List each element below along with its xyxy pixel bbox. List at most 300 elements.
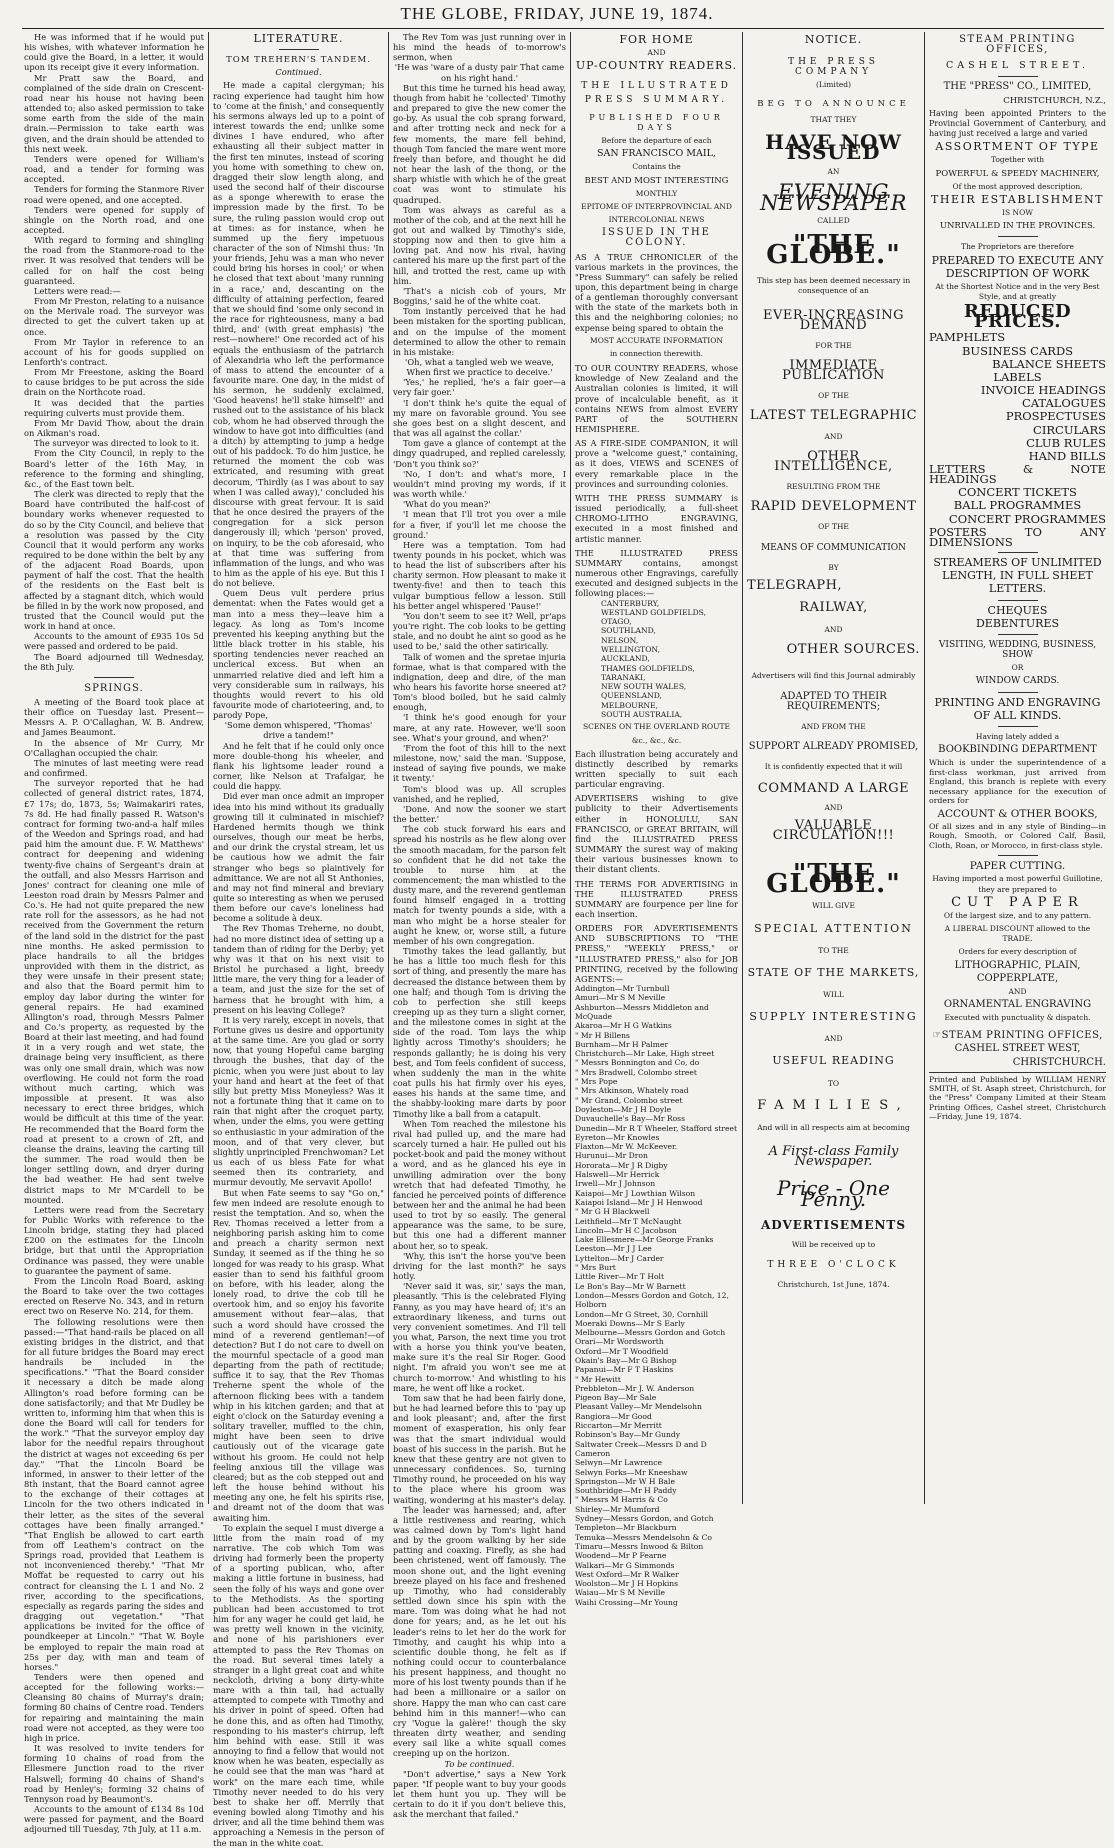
ad-text: LETTERS. [988, 582, 1047, 596]
ad-text: IMMEDIATE PUBLICATION [782, 357, 885, 384]
paragraph: Letters were read:— [34, 285, 121, 296]
ad-text: SPECIAL ATTENTION [754, 921, 913, 935]
ad-text: VALUABLE CIRCULATION!!! [772, 817, 895, 843]
agent-item: Saltwater Creek—Messrs D and D Cameron [575, 1439, 707, 1458]
paragraph: "Don't advertise," says a New York paper. "If people want to buy your goods let them hunt you up. They will be certain to do it if you don't believe this, ask the merchant that failed." [393, 1768, 566, 1820]
service-item: PAMPHLETS [929, 330, 1006, 345]
agent-item: Melbourne—Messrs Gordon and Gotch [575, 1328, 726, 1338]
paragraph: But when Fate seems to say "Go on," few men indeed are resolute enough to resist the temptation. And so, when the Rev. Thomas received a letter from a neighboring parish asking him to come and preach a charity sermon next Sunday, it seemed as if the thing he so longed for was ready to his grasp. What easier than to send his faithful groom on before, with his leader, along the lonely road, to drive the cob till he overtook him, and so enjoy his favorite amusement without fear—alas, that such a word should have crossed the mind of a reverend gentleman!—of detection? But I do not care to dwell on the mournful spectacle of a good man departing from the path of rectitude; suffice it to say, that the Rev Thomas Treherne spent the whole of the afternoon flicking bees with a tandem whip in his kitchen garden; and that at eight o'clock on the Saturday evening a solitary traveller, muffled to the chin, might have been seen to drive cautiously out of the vicarage gate without his groom. He could not help feeling anxious till the village was cleared; but as the cob stepped out and left the house behind without his meeting any one, he felt his spirits rise, and dreamt not of the doom that was awaiting him. [213, 1187, 384, 1523]
agent-item: Amuri—Mr S M Neville [575, 993, 666, 1003]
agent-item: Kaiapoi Island—Mr J H Henwood [575, 1197, 703, 1207]
ad-text: POWERFUL & SPEEDY MACHINERY, [935, 168, 1100, 179]
ad-text: WINDOW CARDS. [975, 676, 1060, 687]
ad-text: OTHER SOURCES. [786, 642, 920, 658]
ad-text: THEIR ESTABLISHMENT [931, 192, 1104, 206]
paragraph: A meeting of the Board took place at their office on Tuesday last. Present—Messrs A. P. O'Callaghan, W. B. Andrew, and James Beaumont. [24, 697, 204, 738]
board-report [24, 32, 204, 672]
agent-item: Dunedin—Mr R T Wheeler, Stafford street [575, 1123, 738, 1133]
paragraph: The surveyor reported that he had collected of general district rates, 1874, £7 17s; do, 1873, 5s; Waimakariri rates, 7s 8d. He had finally passed R. Watson's contract for forming two-and-a half miles of the Weedon and Springs road, and had paid him the amount due. F. W. Matthews' contract for deepening and widening twenty-five chains of Sergeant's drain at the outfall, and also Messrs Harrison and Jones' contract for cleaning one mile of Leeston road drain by Messrs Palmer and Co.'s. He had not quite prepared the new rate roll for the assessors, as he had not received from the Government the return of the land sold in the district for the past nine months. He asked permission to place handrails to all the bridges unprovided with them in the district, as they were unsafe in their present state; and also that the Board permit him to employ day labor during the winter for general repairs. He had examined Allington's road, through Messrs Palmer and Co.'s property, as requested by the Board at their last meeting, and had found it in a very rough and wet state, the drainage being very insufficient, as there was only one small drain, which was now overflowing. He could not form the road without much carting, which was impossible at present. It was also necessary to erect three bridges, which would be difficult at this time of the year. He recommended that the Board form the road at present to a crown of 2ft, and cleanse the drains, leaving the carting till the summer. The road would then be longer settling down, and dryer during the bad weather. He had sent twelve district maps to Mr M'Cardell to be mounted. [24, 778, 204, 1205]
ad-text: EPITOME OF INTERPROVINCIAL AND [581, 201, 732, 211]
agent-item: Woodend—Mr P Fearne [575, 1551, 667, 1561]
story-text [213, 80, 384, 1847]
separator [94, 677, 134, 678]
ad-paragraph: Each illustration being accurately and distinctly described by remarks written specially to suit each particular engraving. [575, 748, 738, 790]
agent-item: " Mrs Bradwell, Colombo street [575, 1067, 697, 1077]
ad-text: STREAMERS OF UNLIMITED [933, 556, 1102, 570]
ad-text: PAPER CUTTING. [969, 860, 1066, 873]
agent-item: Timaru—Messrs Inwood & Bilton [575, 1541, 704, 1551]
agent-item: Temuka—Messrs Mendelsohn & Co [575, 1532, 712, 1542]
ad-text: THE PRESS COMPANY [788, 57, 879, 78]
agent-item: " Messrs M Harris & Co [575, 1495, 668, 1505]
ad-text: SCENES ON THE OVERLAND ROUTE [583, 722, 730, 732]
paragraph: To explain the sequel I must diverge a little from the main road of my narrative. The cob which Tom was driving had formerly been the property of a sporting publican, who, after making a little fortune in business, had seen the folly of his ways and gone over to the Methodists. As the sporting publican had been accustomed to trot him for any wager he could get laid, he was pretty well known in the vicinity, and none of his parishioners ever attempted to pass the Rev Thomas on the road. But several times lately a stranger in a light great coat and white neckcloth, driving a bony dirty-white mare with a thin tail, had actually attempted to compete with Timothy and his driver in point of speed. Often had he done this, and as often had Timothy, responding to his master's chirrup, left him behind with ease. Still it was annoying to find a fellow that would not know when he was beaten, especially as he could see that the man was "hard at work" on the mare each time, while Timothy never needed to do his very best to shake her off. Merrily that evening bowled along Timothy and his driver, and all the time behind them was approaching a Nemesis in the person of the man in the white coat. [213, 1522, 384, 1848]
paragraph: The Rev Tom was just running over in his mind the heads of to-morrow's sermon, when [393, 32, 566, 63]
ad-text: PUBLISHED FOUR DAYS [589, 112, 724, 132]
agent-item: Flaxton—Mr W. McKeever. [575, 1142, 678, 1152]
ad-text: ISSUED IN THE COLONY. [602, 227, 711, 249]
agent-item: Halswell—Mr Herrick [575, 1170, 660, 1180]
agent-item: " Mrs Pope [575, 1077, 618, 1087]
agent-item: " Mr H Billens [575, 1030, 630, 1040]
ad-text: INTERCOLONIAL NEWS [608, 215, 705, 225]
place-item: CANTERBURY, [601, 598, 660, 608]
ad-text: EVER-INCREASING DEMAND [763, 307, 904, 333]
agent-item: Doyleston—Mr J H Doyle [575, 1104, 672, 1114]
place-item: WELLINGTON, [601, 644, 661, 654]
ad-text: USEFUL READING [772, 1054, 895, 1068]
ad-text: AND [824, 625, 843, 635]
paragraph: It was resolved to invite tenders for forming 10 chains of road from the Ellesmere Junction road to the river Halswell; forming 40 chains of Shand's road by Henley's; forming 32 chains of Tennyson road by Beaumont's. [24, 1743, 204, 1804]
agent-item: Waihi Crossing—Mr Young [575, 1597, 678, 1607]
ad-text: AND [1008, 986, 1027, 996]
ad-text: AN [827, 167, 840, 177]
ad-text: OR [1011, 663, 1024, 673]
paragraph: Here was a temptation. Tom had twenty pounds in his pocket, which was to head the list of subscribers after his charity sermon. How pleasant to make it twenty-five! and then to teach this vulgar bumptious fellow a lesson. Still his better angel whispered 'Pause!' [393, 539, 566, 611]
separator [998, 634, 1038, 635]
ad-text: WILL [823, 989, 844, 999]
paragraph: Tom was always as careful as a mother of the cob, and at the next hill he got out and walked by Timothy's side, stopping now and then to give him a loving pat. And now his rival, having cantered his mare up the first part of the hill, and trotted the rest, came up with him. [393, 204, 566, 286]
paragraph: Tom instantly perceived that he had been mistaken for the sporting publican, and on the impulse of the moment determined to allow the other to remain in his mistake: [393, 306, 566, 357]
place-item: MELBOURNE, [601, 700, 659, 710]
ad-text: FOR THE [815, 340, 852, 350]
agent-item: Eyreton—Mr Knowles [575, 1132, 660, 1142]
ad-text: RAPID DEVELOPMENT [750, 499, 917, 515]
column-6-printing-ad [929, 32, 1106, 1502]
place-item: SOUTH AUSTRALIA, [601, 710, 683, 720]
paragraph: 'From the foot of this hill to the next milestone, now,' said the man. 'Suppose, instead of saying five pounds, we make it twenty.' [393, 742, 566, 784]
ad-text: OF THE [818, 391, 849, 401]
agent-item: Le Bon's Bay—Mr W Barnett [575, 1281, 686, 1291]
service-item: INVOICE HEADINGS [980, 383, 1106, 398]
ad-text: Having lately added a [975, 731, 1060, 741]
service-item: CATALOGUES [1021, 396, 1106, 411]
separator [998, 600, 1038, 601]
agent-item: Springston—Mr W H Bale [575, 1476, 675, 1486]
ad-text: RAILWAY, [799, 600, 868, 615]
paragraph: To be continued. [444, 1758, 515, 1769]
literature-heading: LITERATURE. [253, 32, 344, 45]
ad-text: COMMAND A LARGE [757, 781, 910, 797]
service-item: CIRCULARS [1033, 422, 1106, 437]
paragraph: From the City Council, in reply to the Board's letter of the 16th May, in reference to the forming and shingling, &c., of the East town belt. [24, 448, 204, 489]
agent-item: Papanui—Mr F T Haskins [575, 1365, 674, 1375]
ad-text: FAMILIES, [757, 1097, 910, 1113]
ad-text: The Proprietors are therefore [961, 242, 1074, 252]
springs-report [24, 697, 204, 1835]
ad-title: THE ILLUSTRATED [581, 81, 732, 92]
agent-item: Hororata—Mr J R Digby [575, 1160, 668, 1170]
place-item: NELSON, [601, 635, 639, 645]
service-item: CONCERT PROGRAMMES [948, 511, 1106, 526]
paragraph: From the Lincoln Road Board, asking the Board to take over the two cottages erected on Reserve No. 343, and in return erect two on Reserve No. 214, for them. [24, 1275, 204, 1317]
ad-text: AND FROM THE [801, 721, 866, 731]
column-2 [213, 32, 384, 1848]
paragraph: 'Why, this isn't the horse you've been driving for the last month?' he says hotly. [393, 1250, 566, 1282]
paragraph: 'Oh, what a tangled web we weave, When first we practice to deceive.' [405, 357, 554, 378]
agent-item: Templeton—Mr Blackburn [575, 1523, 677, 1533]
paragraph: Tom's blood was up. All scruples vanished, and he replied, [393, 783, 566, 804]
ad-text: THE "PRESS" CO., LIMITED, [943, 81, 1092, 93]
ad-paragraph: AS A TRUE CHRONICLER of the various markets in the provinces, the "Press Summary" can safely be relied upon, this department being in charge of a gentleman thoroughly conversant with the state of the markets both in this and the neighboring colonies; no expense being spared to obtain the [575, 251, 738, 333]
agent-item: Lincoln—Mr H C Jacobson [575, 1225, 677, 1235]
agent-item: Ashburton—Messrs Middleton and McQuade [575, 1002, 709, 1021]
place-item: TARANAKI, [601, 672, 646, 682]
agent-item: Selwyn Forks—Mr Kneeshaw [575, 1467, 688, 1477]
ad-text: &c., &c., &c. [631, 735, 682, 745]
ad-text: UNRIVALLED IN THE PROVINCES. [939, 221, 1096, 232]
ad-paragraph: ADVERTISERS wishing to give publicity to their Advertisements either in HONOLULU, SAN FRANCISCO, or GREAT BRITAIN, will find the ILLUSTRATED PRESS SUMMARY the surest way of making their various businesses known to their distant clients. [575, 793, 738, 875]
paragraph: 'What do you mean?' [403, 499, 491, 510]
ad-headline: HAVE NOW ISSUED [765, 129, 902, 165]
separator [998, 692, 1038, 693]
agent-item: " Messrs Bonnington and Co, do [575, 1058, 700, 1068]
ad-text: MOST ACCURATE INFORMATION [590, 335, 723, 345]
column-divider [208, 32, 209, 1504]
place-item: OTAGO, [601, 617, 632, 627]
ad-text: TELEGRAPH, [747, 577, 843, 593]
ad-text: PREPARED TO EXECUTE ANY [931, 253, 1104, 267]
ad-text: Of the largest size, and to any pattern. [943, 910, 1092, 920]
agent-item: Kaiapoi—Mr J Lowthian Wilson [575, 1188, 696, 1198]
ad-text: ADVERTISEMENTS [760, 1217, 907, 1232]
ad-text: LATEST TELEGRAPHIC [749, 408, 918, 424]
ad-text: A First-class Family Newspaper. [768, 1144, 899, 1170]
separator [998, 76, 1038, 77]
paragraph: 'Some demon whispered, "Thomas' drive a tandem!" [224, 720, 373, 741]
paragraph: 'You don't seem to see it? Well, pr'aps you're right. The cob looks to be getting stale, and no doubt he aint so good as he used to be,' said the other satirically. [393, 610, 566, 652]
story-title: TOM TREHERN'S TANDEM. [226, 55, 371, 66]
paragraph: And he felt that if he could only once more double-thong his wheeler, and flank his lightsome leader round a corner, like Nelson at Trafalgar, he could die happy. [213, 740, 384, 792]
place-item: THAMES GOLDFIELDS, [601, 663, 695, 673]
service-item: PROSPECTUSES [1005, 409, 1106, 424]
agent-item: Prebbleton—Mr J. W. Anderson [575, 1383, 695, 1393]
ad-text: OTHER INTELLIGENCE, [774, 448, 893, 474]
paragraph: Accounts to the amount of £134 8s 10d were passed for payment, and the Board adjourned till Tuesday, 7th July, at 11 a.m. [24, 1804, 204, 1835]
ad-text: Together with [990, 155, 1045, 165]
column-1 [24, 32, 204, 1835]
paragraph: Tenders were opened for supply of shingle on the North road, and one accepted. [24, 204, 204, 235]
paragraph: When Tom reached the milestone his rival had pulled up, and the mare had scarcely turned a hair. He pulled out his pocket-book and paid the money without a word, and as he glanced his eye in unwilling admiration over the bony wretch that had defeated Timothy, he fancied he perceived points of difference between her and the animal he had been used to trot by so easily. The general appearance was the same, to be sure, but this one had a different manner about her, so to speak. [393, 1118, 566, 1251]
ad-text: BEG TO ANNOUNCE [757, 98, 910, 109]
ad-text: (Limited) [816, 80, 851, 90]
story-continuation [393, 32, 566, 1820]
ad-heading: CASHEL STREET. [945, 60, 1089, 72]
agent-item: Christchurch—Mr Lake, High street [575, 1049, 715, 1059]
agent-item: West Oxford—Mr R Walker [575, 1569, 679, 1579]
paragraph: He made a capital clergyman; his racing experience had taught him how to 'come at the finish,' and consequently his sermons always led up to a point of interest towards the end; unlike some divines I have endured, who after exhausting all their subject matter in the first ten minutes, instead of scoring you home with something to chew on, dragged their slow length along, and used the second half of their discourse as a sponge wherewith to erase the impression made by the first. To be sure, the ruling passion would crop out at times: as for instance, when he summed up the fiery impetuous character of the son of Nimshi thus: 'In your friends, Jehu was a man who never could bring his horses in cool;' or when he closed that text about 'many running in a race,' and, descanting on the difficulty of attaining perfection, feared that we should find 'some only second in the race for righteousness, many a bad third, and' (with great emphasis) 'the rest—nowhere!' One recorded act of his equals the enthusiasm of the patriarch of Alexandria who left the performance of mass to attend the encounter of a favourite mare. One day, in the midst of his sermon, he suddenly exclaimed, 'Good heavens! he'll stake himself!' and rushed out to the assistance of his black cob, whom he had observed through the window to have got into difficulties (and a ditch) by attempting to jump a hedge out of his paddock. To do him justice, he returned the moment the cob was extricated, and resuming with great decorum, 'Thirdly (as I was about to say when I was called away),' concluded his discourse with great fervour. It is said that he once desired the prayers of the congregation for a sick person dangerously ill; which 'person' proved, on inquiry, to be the cob aforesaid, who at that time was suffering from inflammation of the lungs, and who was to him as the apple of his eye. But this I do not believe. [213, 80, 384, 589]
service-item: CONCERT TICKETS [958, 485, 1077, 500]
ad-text: OF ALL KINDS. [973, 708, 1062, 722]
ad-text: ASSORTMENT OF TYPE [935, 140, 1100, 154]
column-divider [742, 32, 743, 1504]
ad-text: AND [824, 431, 843, 441]
ad-text: AND [647, 48, 666, 58]
service-item: CLUB RULES [1026, 435, 1106, 450]
paragraph: The Board adjourned till Wednesday, the 8th July. [24, 651, 204, 672]
service-item: LABELS [993, 369, 1042, 384]
ad-text: AND [824, 802, 843, 812]
ad-title: PRESS SUMMARY. [584, 94, 729, 105]
ad-text: SUPPLY INTERESTING [749, 1010, 918, 1024]
ad-paragraph: Which is under the superintendence of a first-class workman, just arrived from England, this branch is replete with every necessary appliance for the execution of orders for [929, 758, 1106, 806]
ad-text: MEANS OF COMMUNICATION [760, 542, 907, 553]
agent-item: Pleasant Valley—Mr Mendelsohn [575, 1402, 702, 1412]
paragraph: Tom saw that he had been fairly done, but he had learned before this to 'pay up and look pleasant'; and, after the first moment of exasperation, his only fear was that the smart individual would boast of his success in the parish. But he knew that these gentry are not given to unnecessary confidences. So, turning Timothy round, he proceeded on his way to the place where his groom was waiting, wondering at his master's delay. [393, 1392, 566, 1505]
paragraph: But this time he turned his head away, though from habit he 'collected' Timothy and prepared to give the new comer the go-by. As usual the cob sprang forward, and after trotting neck and neck for a few moments, the mare fell behind, though Tom fancied the mare went more freely than before, and thought he did not hear the lash of the thong, or the sharp whistle with which he of the great coat was wont to stimulate his quadruped. [393, 82, 566, 205]
ad-text: CHRISTCHURCH. [1012, 1056, 1106, 1068]
services-list [929, 332, 1106, 547]
ad-heading: UP-COUNTRY READERS. [575, 59, 738, 73]
paragraph: The surveyor was directed to look to it. [34, 438, 200, 449]
ad-text: BOOKBINDING DEPARTMENT [938, 743, 1097, 755]
ad-text: DESCRIPTION OF WORK [945, 266, 1090, 280]
paragraph: Tenders were then opened and accepted for the following works:—Cleansing 80 chains of Murray's drain; forming 80 chains of Centre road. Tenders for repairing and maintaining the main road were not accepted, as they were too high in price. [24, 1672, 204, 1743]
agent-item: Addington—Mr Turnbull [575, 984, 670, 994]
ad-paragraph: THE ILLUSTRATED PRESS SUMMARY contains, amongst numerous other Engravings, carefully executed and designed subjects in the following places:— [575, 547, 738, 599]
agent-item: Selwyn—Mr Lawrence [575, 1458, 663, 1468]
ad-text: It is confidently expected that it will [764, 762, 903, 772]
ad-text: Advertisers will find this Journal admirably [751, 671, 916, 681]
service-item: HAND BILLS [1028, 448, 1106, 463]
service-item: BALANCE SHEETS [992, 356, 1106, 371]
agent-item: Leithfield—Mr T McNaught [575, 1216, 682, 1226]
ad-text: At the Shortest Notice and in the very Best Style, and at greatly [935, 281, 1100, 301]
paragraph: 'Done. And now the sooner we start the better.' [393, 803, 566, 825]
paragraph: From Mr Freestone, asking the Board to cause bridges to be put across the side drain on the Northcote road. [24, 367, 204, 398]
column-4-press-summary-ad [575, 32, 738, 1607]
paragraph: From Mr David Thow, about the drain on Aikman's road. [24, 417, 204, 439]
ad-text: TO [827, 1078, 840, 1088]
agent-item: Riccarton—Mr Merritt [575, 1421, 662, 1431]
ad-paragraph: WITH THE PRESS SUMMARY is issued periodically, a full-sheet CHROMO-LITHO ENGRAVING, executed in a most finished and artistic manner. [575, 492, 738, 544]
place-item: QUEENSLAND, [601, 691, 662, 701]
paragraph: Did ever man once admit an improper idea into his mind without its gradually growing till it culminated in mischief? Hardened hermits though we think ourselves, though our meat be herbs, and our drink the crystal stream, let us be cautious how we admit the fair stranger who begs so plaintively for admittance. We are not all St Anthonies, and may not find mineral and breviary quite so interesting as when we perused them before our cave's loneliness had become a solitude à deux. [213, 791, 384, 924]
paragraph: Tom gave a glance of contempt at the dingy quadruped, and replied carelessly, 'Don't you think so?' [393, 438, 566, 469]
paragraph: The Rev Thomas Treherne, no doubt, had no more distinct idea of setting up a tandem than of riding for the Derby; yet why was it that on his next visit to Bristol he purchased a light, breedy little mare, the very thing for a leader of a team, and just the size for the set of harness that he brought with him, a present on his leaving College? [213, 923, 384, 1015]
agent-item: Moeraki Downs—Mr S Early [575, 1318, 685, 1328]
column-5-globe-notice [747, 32, 920, 1502]
separator [998, 552, 1038, 553]
ad-text: CHEQUES [987, 603, 1048, 617]
notice-heading: NOTICE. [804, 33, 863, 46]
service-item: BALL PROGRAMMES [953, 498, 1082, 513]
agent-item: Okain's Bay—Mr G Bishop [575, 1355, 677, 1365]
ad-text: IS NOW [1002, 208, 1033, 218]
paragraph: It was decided that the parties requiring culverts must provide them. [24, 397, 204, 418]
paragraph: 'I think he's good enough for your mare, at any rate. However, we'll soon see. What's your ground, and when?' [393, 712, 566, 743]
paragraph: The clerk was directed to reply that the Board have contributed the half-cost of boundary works whenever requested to do so by the City Council, and believe that a resolution was passed by the City Council that it would perform any works required to be done within the belt by any of the adjacent Road Boards, upon payment of half the cost. That the health of the residents on the East belt is affected by a stagnant ditch, which would be filled in by the work now proposed, and trusted that the Council would put the work in hand at once. [24, 489, 204, 632]
paragraph: From Mr Taylor in reference to an account of his for goods supplied on Lenforth's contract. [24, 336, 204, 367]
ad-text: BEST AND MOST INTERESTING [584, 175, 729, 186]
ad-text: RESULTING FROM THE [786, 482, 881, 492]
service-item: LETTERS & NOTE HEADINGS [929, 462, 1106, 487]
agent-item: London—Messrs Gordon and Gotch, 12, Holborn [575, 1290, 729, 1310]
ad-text: Christchurch, 1st June, 1874. [777, 1280, 890, 1290]
agent-item: Woolston—Mr J H Hopkins [575, 1579, 679, 1589]
ad-text: SAN FRANCISCO MAIL, [597, 148, 716, 160]
agent-item: Lake Ellesmere—Mr George Franks [575, 1235, 714, 1245]
ad-text: CALLED [817, 215, 850, 225]
service-item: POSTERS TO ANY DIMENSIONS [929, 524, 1106, 549]
paragraph: 'Never said it was, sir,' says the man, pleasantly. 'This is the celebrated Flying Fanny, as you may have heard of; it's an extraordinary likeness, and turns out very convenient sometimes. And I'll tell you what, Parson, the next time you trot with a horse you think you've beaten, make sure it's the real Sir Roger. Good night. I'm afraid you won't see me at church to-morrow.' And whistling to his mare, he went off like a rocket. [393, 1281, 566, 1393]
ad-text: ACCOUNT & OTHER BOOKS, [937, 807, 1098, 820]
paragraph: Tenders were opened for William's road, and a tender for forming was accepted. [24, 153, 204, 185]
ad-text: Executed with punctuality & dispatch. [944, 1013, 1091, 1023]
ad-text: WILL GIVE [812, 901, 855, 911]
ad-text: AND [824, 1034, 843, 1044]
agent-item: Irwell—Mr J Johnson [575, 1179, 656, 1189]
column-divider [570, 32, 571, 1504]
agent-item: Southbridge—Mr H Paddy [575, 1486, 677, 1496]
paragraph: Talk of women and the spretae injuria formae, what is that compared with the indignation, deep and dire, of the man who hears his favorite horse sneered at? Tom's blood boiled, but he said calmly enough, [393, 651, 566, 713]
ad-text: VISITING, WEDDING, BUSINESS, SHOW [938, 639, 1097, 661]
agent-item: Walkari—Mr G Simmonds [575, 1560, 675, 1570]
places-list [575, 599, 738, 720]
separator [998, 236, 1038, 237]
ad-text: THREE O'CLOCK [767, 1260, 900, 1270]
agent-item: " Mr Hewitt [575, 1374, 621, 1384]
agent-item: London—Mr G Street, 30, Cornhill [575, 1309, 709, 1319]
agent-item: " Mrs Burt [575, 1263, 616, 1273]
paragraph: The leader was harnessed; and, after a little restiveness and rearing, which was calmed down by Tom's light hand and by the groom walking by her side patting and coaxing. Firefly, as she had been christened, went off famously. The moon shone out, and the light evening breeze played on his face and freshened up Timothy, who had considerably settled down since his spin with the mare. Tom was doing what he had not done for years; and, as he let out his leader's reins to let her do the work for Timothy, and caught his whip into a scientific double thong, he felt as if nothing could occur to counterbalance his present happiness, and thought no more of his lost twenty pounds than if he had been a millionaire or a sailor on shore. Happy the man who can cast care behind him in this manner!—who can cry 'Vogue la galère!' though the sky threaten dirty weather, and sending every sail like a white squall comes creeping up on the horizon. [393, 1504, 566, 1759]
ad-paragraph: AS A FIRE-SIDE COMPANION, it will prove a "welcome guest," containing, as it does, VIEWS and SCENES of every remarkable place in the provinces and surrounding colonies. [575, 438, 738, 489]
paragraph: 'Yes,' he replied, 'he's a fair goer—a very fair goer.' [393, 377, 566, 398]
paragraph: It is very rarely, except in novels, that Fortune gives us desire and opportunity at the same time. Are you glad or sorry now, that young Hopeful came barging through the bushes, that day of the picnic, when you were just about to lay your hand and heart at the feet of that silly but pretty Miss Moneyless? Was it not a fortunate thing that it came on to rain that night after the croquet party, when, under the elms, you were getting so enthusiastic in your admiration of the moon, and of that very clever, but slightly unprincipled Frenchwoman? Let us each of us bless Fate for what seemed then its contrariety, and murmur devoutly, Me servavit Apollo! [213, 1014, 384, 1188]
ad-text: COPPERPLATE, [976, 972, 1059, 984]
ad-paragraph: ORDERS FOR ADVERTISEMENTS AND SUBSCRIPTIONS TO "THE PRESS," "WEEKLY PRESS," or "ILLUSTRATED PRESS," also for JOB PRINTING, received by the following AGENTS:— [575, 923, 738, 984]
agent-item: Sydney—Messrs Gordon, and Gotch [575, 1514, 714, 1524]
ad-text: PRINTING AND ENGRAVING [934, 695, 1101, 709]
continued-label: Continued. [275, 67, 322, 78]
paragraph: With regard to forming and shingling the road from the Stanmore-road to the river. It was resolved that tenders will be called for on half the cost being guaranteed. [24, 235, 204, 286]
agent-item: Pigeon Bay—Mr Sale [575, 1393, 657, 1403]
agent-item: Robinson's Bay—Mr Gundy [575, 1430, 681, 1440]
ad-text: Orders for every description of [958, 947, 1077, 957]
paragraph: Quem Deus vult perdere prius dementat: when the Fates would get a man into a mess they—leave him a legacy. As long as Tom's income prevented his keeping anything but the little black trotter in his stable, his sporting tendencies never reached an unclerical excess. But when an unmarried relative died and left him a very considerable sum in railways, his thoughts would revert to his old favourite mode of charioteering, and, to parody Pope, [213, 588, 384, 721]
ad-text: This step has been deemed necessary in consequence of an [756, 276, 911, 296]
agent-item: Burnham—Mr H Palmer [575, 1039, 669, 1049]
paragraph: 'He was 'ware of a dusty pair That came on his right hand.' [394, 62, 565, 83]
agent-item: Little River—Mr T Holt [575, 1272, 665, 1282]
agent-item: Shirley—Mr Mumford [575, 1504, 660, 1514]
ad-text: SUPPORT ALREADY PROMISED, [748, 741, 919, 753]
agent-item: " Mrs Atkinson, Whately road [575, 1086, 689, 1096]
ad-text: STATE OF THE MARKETS, [747, 965, 920, 979]
ad-text: CASHEL STREET WEST, [954, 1043, 1081, 1055]
globe-title: "THE GLOBE." [766, 859, 901, 900]
ad-text: in connection therewith. [609, 348, 704, 358]
ad-heading: FOR HOME [619, 33, 694, 46]
place-item: AUCKLAND, [601, 654, 650, 664]
ad-text: Before the departure of each [601, 136, 712, 146]
masthead: THE GLOBE, FRIDAY, JUNE 19, 1874. [400, 4, 714, 23]
paragraph: Letters were read from the Secretary for Public Works with reference to the Lincoln bridge, stating they had placed £200 on the estimates for the Lincoln bridge, but that until the Appropriation Ordinance was passed, they were unable to guarantee the payment of same. [24, 1204, 204, 1276]
paragraph: Accounts to the amount of £935 10s 5d were passed and ordered to be paid. [24, 631, 204, 652]
place-item: NEW SOUTH WALES, [601, 682, 687, 692]
column-divider [924, 32, 925, 1504]
globe-title: "THE GLOBE." [766, 229, 901, 271]
ad-text: ADAPTED TO THEIR REQUIREMENTS; [780, 690, 887, 712]
ad-paragraph: Having been appointed Printers to the Provincial Government of Canterbury, and having just received a large and varied [929, 108, 1106, 139]
paragraph: 'I mean that I'll trot you over a mile for a fiver, if you'll let me choose the ground.' [393, 509, 566, 540]
ad-text: OF THE [818, 522, 849, 532]
paragraph: The cob stuck forward his ears and spread his nostrils as he flew along over the smooth macadam, for the parson felt so confident that he did not take the trouble to nurse him at the commencement; the man whistled to the dusty mare, and the reverend gentleman found himself engaged in a trotting match for twenty pounds a side, with a man who might be a horse stealer for aught he knew, or, worse still, a future member of his own congregation. [393, 824, 566, 946]
paragraph: In the absence of Mr Curry, Mr O'Callaghan occupied the chair. [24, 737, 204, 758]
paragraph: The minutes of last meeting were read and confirmed. [24, 757, 204, 779]
separator [998, 855, 1038, 856]
ad-text: ORNAMENTAL ENGRAVING [943, 999, 1092, 1010]
springs-heading: SPRINGS. [84, 682, 144, 694]
ad-heading: STEAM PRINTING OFFICES, [959, 34, 1076, 56]
column-3 [393, 32, 566, 1820]
column-divider [388, 32, 389, 1504]
ad-text: CHRISTCHURCH, N.Z., [1003, 95, 1106, 106]
agent-item: Akaroa—Mr H G Watkins [575, 1021, 672, 1031]
ad-text: Will be received up to [791, 1239, 876, 1249]
ad-text: LENGTH, IN FULL SHEET [942, 569, 1093, 583]
separator [998, 726, 1038, 727]
service-item: BUSINESS CARDS [961, 343, 1074, 358]
price-line: Price - One Penny. [776, 1176, 891, 1211]
ad-text: BY [828, 562, 839, 572]
ad-text: Contains the [632, 162, 681, 172]
ad-text: Of the most approved description, [952, 181, 1083, 191]
ad-text: DEBENTURES [975, 616, 1060, 630]
paragraph: The following resolutions were then passed:—"That hand-rails be placed on all existing bridges in the district, and that for all future bridges the Board may erect handrails be included in the specifications." "That the Board consider it necessary a ditch be made along Allington's road before forming can be done satisfactorily; and that Mr Dudley be written to, informing him that when this is done the Board will call for tenders for the work." "That the surveyor employ day labor for the needful repairs throughout the district at wages not exceeding 6s per day." "That the Lincoln Board be informed, in answer to their letter of the 8th instant, that the Board cannot agree to the exchange of their cottages at Lincoln for the two others indicated in their letter, as the sites of the several cottages have been finally arranged." "That English be allowed to cart earth from off Leathem's contract on the Springs road, provided that Leathem is not inconvenienced thereby." "That Mr Moffat be requested to carry out his contract for cleansing the L 1 and No. 2 river, according to the specifications, especially as regards paring the sides and dragging out vegetation." "That applications be invited for the office of poundkeeper at Lincoln." "That W. Boyle be employed to repair the main road at 25s per day, with man and team of horses." [24, 1316, 204, 1672]
paragraph: He was informed that if he would put his wishes, with whatever information he could give the Board, in a letter, it would upon its receipt give it every information. [24, 32, 204, 73]
ad-text: THAT THEY [810, 114, 857, 124]
ad-text: MONTHLY [635, 188, 678, 198]
separator [279, 49, 319, 50]
ad-text: LITHOGRAPHIC, PLAIN, [954, 959, 1081, 971]
ad-paragraph: THE TERMS FOR ADVERTISING in THE ILLUSTRATED PRESS SUMMARY are fourpence per line for each insertion. [575, 878, 738, 920]
ad-text: And will in all respects aim at becoming [757, 1122, 910, 1132]
paragraph: 'I don't think he's quite the equal of my mare on favorable ground. You see she goes best on a slight descent, and that was all against the collar.' [393, 397, 566, 439]
agent-item: Waiau—Mr S M Neville [575, 1588, 665, 1598]
top-rule [22, 28, 1104, 29]
paragraph: Timothy takes the lead gallantly, but he has a little too much flesh for this sort of thing, and presently the mare has decreased the distance between them by one half; and though Tom is driving the cob to perfection she still keeps creeping up as they turn a slight corner, and the milestone comes in sight at the side of the road. Tom lays the whip lightly across Timothy's shoulders; he responds gallantly; he is doing his very best, and Tom feels confident of success, when suddenly the man in the white coat pulls his hat firmly over his eyes, eases his hands at the same time, and the shabby-looking mare darts by poor Timothy like a ball from a catapult. [393, 946, 566, 1119]
paragraph: Tenders for forming the Stanmore River road were opened, and one accepted. [24, 184, 204, 205]
ad-text: A LIBERAL DISCOUNT allowed to the TRADE. [944, 924, 1091, 944]
ad-text: CUT PAPER [951, 894, 1084, 910]
paragraph: 'No, I don't: and what's more, I wouldn't mind proving my words, if it was worth while.' [393, 468, 566, 500]
agent-item: Rangiora—Mr Good [575, 1411, 652, 1421]
ad-text: Having imported a most powerful Guillotine, they are prepared to [932, 874, 1103, 894]
reduced-prices-headline: REDUCED PRICES. [963, 301, 1072, 333]
agents-list [575, 984, 738, 1607]
ad-headline: EVENING NEWSPAPER [760, 180, 907, 215]
